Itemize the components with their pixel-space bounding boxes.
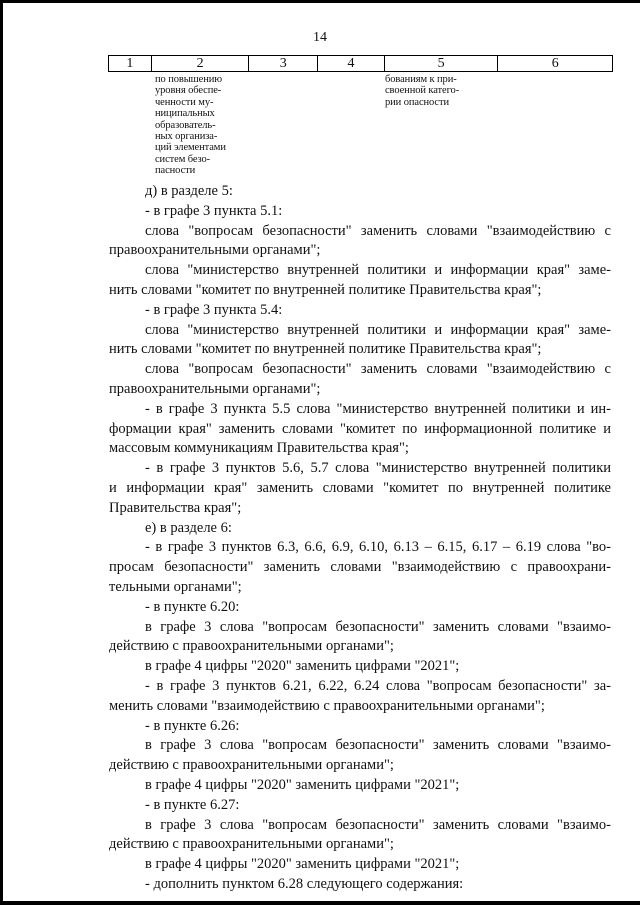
table-column-number-1: 1: [109, 56, 152, 71]
text-line: в графе 4 цифры "2020" заменить цифрами "2021";: [145, 856, 460, 873]
text-line: в графе 4 цифры "2020" заменить цифрами "2021";: [145, 776, 460, 793]
table-column-number-6: 6: [551, 56, 559, 71]
text-line: слова "министерство внутренней политики и информации края" заме-: [145, 321, 611, 338]
text-line: - в графе 3 пунктов 5.6, 5.7 слова "министерство внутренней политики: [145, 460, 611, 477]
text-line: правоохранительными органами";: [109, 380, 321, 397]
text-line: Правительства края";: [109, 499, 242, 516]
table-column-number-2: 2: [152, 56, 250, 71]
table-column-number-3: 3: [249, 56, 318, 71]
text-line: - в пункте 6.27:: [145, 796, 240, 813]
text-line: слова "вопросам безопасности" заменить словами "взаимодействию с: [145, 361, 611, 378]
text-line: нить словами "комитет по внутренней политике Правительства края";: [109, 341, 542, 358]
document-body: [109, 182, 611, 895]
text-line: слова "вопросам безопасности" заменить словами "взаимодействию с: [145, 222, 611, 239]
table-column-number-5: 5: [385, 56, 499, 71]
text-line: действию с правоохранительными органами";: [109, 757, 394, 774]
text-line: правоохранительными органами";: [109, 242, 321, 259]
text-line: действию с правоохранительными органами";: [109, 836, 394, 853]
text-line: в графе 3 слова "вопросам безопасности" заменить словами "взаимо-: [145, 618, 611, 635]
text-line: нить словами "комитет по внутренней политике Правительства края";: [109, 281, 542, 298]
table-cell-column-5: бованиям к при- своенной катего- рии опасности: [385, 74, 460, 108]
text-line: - в графе 3 пункта 5.4:: [145, 301, 283, 318]
text-line: - в пункте 6.26:: [145, 717, 240, 734]
scan-edge-bottom: [0, 901, 640, 905]
text-line: просам безопасности" заменить словами "взаимодействию с правоохрани-: [109, 559, 611, 576]
continuation-table: [108, 55, 613, 72]
text-line: формации края" заменить словами "комитет по информационной политике и: [109, 420, 611, 437]
scan-edge-top: [0, 0, 640, 3]
text-line: массовым коммуникациям Правительства края";: [109, 440, 409, 457]
text-line: е) в разделе 6:: [145, 519, 232, 536]
text-line: слова "министерство внутренней политики и информации края" заме-: [145, 262, 611, 279]
text-line: - в пункте 6.20:: [145, 598, 240, 615]
table-column-number-4: 4: [318, 56, 385, 71]
text-line: - дополнить пунктом 6.28 следующего содержания:: [145, 875, 464, 892]
text-line: в графе 3 слова "вопросам безопасности" заменить словами "взаимо-: [145, 737, 611, 754]
text-line: тельными органами";: [109, 578, 242, 595]
text-line: - в графе 3 пунктов 6.3, 6.6, 6.9, 6.10, 6.13 – 6.15, 6.17 – 6.19 слова "во-: [145, 539, 611, 556]
text-line: в графе 4 цифры "2020" заменить цифрами "2021";: [145, 658, 460, 675]
text-line: в графе 3 слова "вопросам безопасности" заменить словами "взаимо-: [145, 816, 611, 833]
text-line: действию с правоохранительными органами";: [109, 638, 394, 655]
text-line: - в графе 3 пункта 5.5 слова "министерство внутренней политики и ин-: [145, 400, 611, 417]
text-line: - в графе 3 пункта 5.1:: [145, 202, 283, 219]
scan-edge-left: [0, 0, 3, 905]
text-line: - в графе 3 пунктов 6.21, 6.22, 6.24 слова "вопросам безопасности" за-: [145, 677, 611, 694]
table-cell-column-2: по повышению уровня обеспе- ченности му- ниципальных образователь- ных организа- ций элементами систем безо- пасности: [155, 74, 226, 177]
text-line: д) в разделе 5:: [145, 183, 233, 199]
page-number: 14: [313, 30, 327, 45]
text-line: и информации края" заменить словами "комитет по внутренней политике: [109, 479, 611, 496]
text-line: менить словами "взаимодействию с правоохранительными органами";: [109, 697, 545, 714]
table-header-row: [108, 55, 613, 72]
